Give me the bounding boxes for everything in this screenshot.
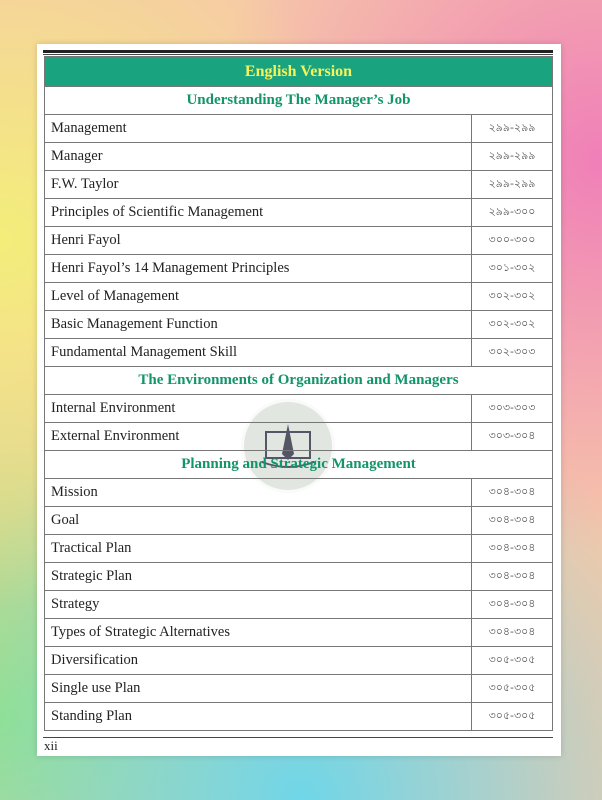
topic-cell: Strategic Plan bbox=[45, 563, 472, 591]
topic-cell: F.W. Taylor bbox=[45, 171, 472, 199]
topic-cell: Standing Plan bbox=[45, 703, 472, 731]
topic-cell: Tractical Plan bbox=[45, 535, 472, 563]
section-heading-row bbox=[45, 451, 553, 479]
table-row bbox=[45, 171, 553, 199]
topic-cell: Henri Fayol’s 14 Management Principles bbox=[45, 255, 472, 283]
topic-cell: Single use Plan bbox=[45, 675, 472, 703]
table-title: English Version bbox=[45, 57, 553, 87]
table-row bbox=[45, 311, 553, 339]
page-number: xii bbox=[44, 738, 58, 753]
topic-cell: Manager bbox=[45, 143, 472, 171]
table-row bbox=[45, 619, 553, 647]
pages-cell: ৩০৩-৩০৪ bbox=[472, 423, 553, 451]
pages-cell: ৩০১-৩০২ bbox=[472, 255, 553, 283]
topic-cell: Diversification bbox=[45, 647, 472, 675]
pages-cell: ৩০৫-৩০৫ bbox=[472, 675, 553, 703]
topic-cell: Henri Fayol bbox=[45, 227, 472, 255]
pages-cell: ২৯৯-৩০০ bbox=[472, 199, 553, 227]
table-row bbox=[45, 423, 553, 451]
table-row bbox=[45, 283, 553, 311]
table-row bbox=[45, 339, 553, 367]
topic-cell: Level of Management bbox=[45, 283, 472, 311]
pages-cell: ৩০৩-৩০৩ bbox=[472, 395, 553, 423]
topic-cell: Principles of Scientific Management bbox=[45, 199, 472, 227]
pages-cell: ২৯৯-২৯৯ bbox=[472, 115, 553, 143]
table-row bbox=[45, 199, 553, 227]
pages-cell: ৩০৪-৩০৪ bbox=[472, 563, 553, 591]
topic-cell: Goal bbox=[45, 507, 472, 535]
pages-cell: ৩০২-৩০২ bbox=[472, 283, 553, 311]
table-header bbox=[45, 57, 553, 87]
table-row bbox=[45, 675, 553, 703]
topic-cell: Types of Strategic Alternatives bbox=[45, 619, 472, 647]
section-heading-row bbox=[45, 367, 553, 395]
pages-cell: ৩০২-৩০৩ bbox=[472, 339, 553, 367]
topic-cell: Internal Environment bbox=[45, 395, 472, 423]
topic-cell: Fundamental Management Skill bbox=[45, 339, 472, 367]
pages-cell: ৩০৪-৩০৪ bbox=[472, 507, 553, 535]
section-heading-row bbox=[45, 87, 553, 115]
table-row bbox=[45, 507, 553, 535]
topic-cell: Management bbox=[45, 115, 472, 143]
table-row bbox=[45, 647, 553, 675]
section-heading: Understanding The Manager’s Job bbox=[45, 87, 553, 115]
pages-cell: ৩০২-৩০২ bbox=[472, 311, 553, 339]
top-rule-thin bbox=[43, 54, 553, 55]
table-row bbox=[45, 227, 553, 255]
document-page bbox=[37, 44, 561, 756]
pages-cell: ৩০০-৩০০ bbox=[472, 227, 553, 255]
pages-cell: ৩০৪-৩০৪ bbox=[472, 479, 553, 507]
pages-cell: ২৯৯-২৯৯ bbox=[472, 143, 553, 171]
top-rule bbox=[43, 50, 553, 53]
pages-cell: ৩০৪-৩০৪ bbox=[472, 619, 553, 647]
bottom-rule bbox=[43, 737, 553, 738]
table-row bbox=[45, 255, 553, 283]
section-heading: Planning and Strategic Management bbox=[45, 451, 553, 479]
table-row bbox=[45, 479, 553, 507]
contents-table bbox=[44, 56, 553, 731]
table-row bbox=[45, 115, 553, 143]
section-heading: The Environments of Organization and Managers bbox=[45, 367, 553, 395]
pages-cell: ৩০৫-৩০৫ bbox=[472, 703, 553, 731]
table-row bbox=[45, 591, 553, 619]
table-row bbox=[45, 143, 553, 171]
table-row bbox=[45, 563, 553, 591]
topic-cell: Strategy bbox=[45, 591, 472, 619]
table-row bbox=[45, 535, 553, 563]
table-row bbox=[45, 703, 553, 731]
topic-cell: External Environment bbox=[45, 423, 472, 451]
pages-cell: ২৯৯-২৯৯ bbox=[472, 171, 553, 199]
table-row bbox=[45, 395, 553, 423]
topic-cell: Basic Management Function bbox=[45, 311, 472, 339]
pages-cell: ৩০৪-৩০৪ bbox=[472, 591, 553, 619]
pages-cell: ৩০৪-৩০৪ bbox=[472, 535, 553, 563]
pages-cell: ৩০৫-৩০৫ bbox=[472, 647, 553, 675]
topic-cell: Mission bbox=[45, 479, 472, 507]
